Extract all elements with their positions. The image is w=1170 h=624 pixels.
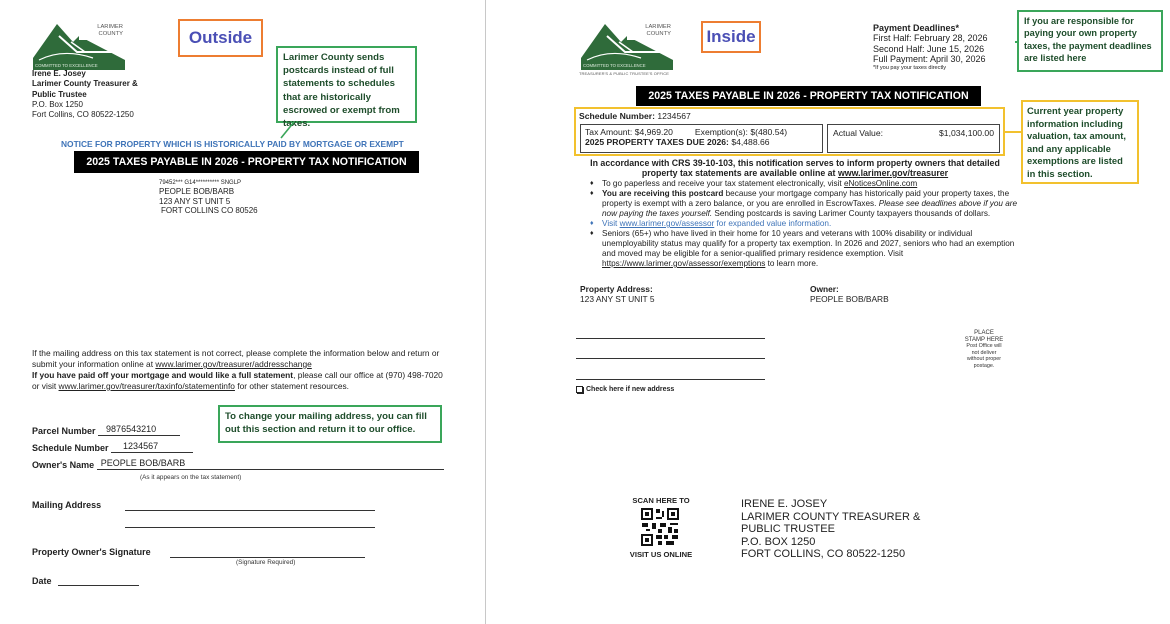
assessor-link[interactable]: www.larimer.gov/assessor bbox=[619, 219, 715, 228]
parcel-number-row bbox=[32, 424, 180, 436]
callout-change-address: To change your mailing address, you can fill out this section and return it to our office. bbox=[218, 405, 442, 443]
stamp-placeholder: PLACE STAMP HERE Post Office will not deliver without proper postage. bbox=[964, 330, 1004, 369]
owner-value: PEOPLE BOB/BARB bbox=[810, 293, 889, 304]
mailing-address-line2[interactable] bbox=[125, 527, 375, 528]
new-address-line1[interactable] bbox=[576, 338, 765, 339]
logo-banner: COMMITTED TO EXCELLENCE bbox=[583, 63, 646, 68]
logo-banner: COMMITTED TO EXCELLENCE bbox=[35, 63, 98, 68]
actual-value-box bbox=[827, 124, 1000, 153]
deadline-full-payment: Full Payment: April 30, 2026 bbox=[873, 54, 986, 65]
logo-line2: COUNTY bbox=[646, 30, 671, 37]
tax-notification-banner-inside: 2025 TAXES PAYABLE IN 2026 - PROPERTY TAX NOTIFICATION bbox=[636, 86, 981, 106]
payment-deadlines bbox=[873, 23, 988, 72]
schedule-number-row bbox=[32, 441, 193, 453]
owner-name-note: (As it appears on the tax statement) bbox=[140, 474, 242, 481]
tax-amount-box bbox=[580, 124, 823, 153]
signature-line[interactable] bbox=[170, 557, 365, 558]
signature-note: (Signature Required) bbox=[236, 559, 296, 566]
notice-historically-paid: NOTICE FOR PROPERTY WHICH IS HISTORICALLY PAID BY MORTGAGE OR EXEMPT bbox=[61, 139, 404, 149]
qr-label-top: SCAN HERE TO bbox=[632, 496, 690, 505]
tax-notification-banner: 2025 TAXES PAYABLE IN 2026 - PROPERTY TAX NOTIFICATION bbox=[74, 151, 419, 173]
qr-label-bottom: VISIT US ONLINE bbox=[629, 550, 693, 559]
new-address-checkbox-label: Check here if new address bbox=[586, 386, 675, 393]
exemptions-link[interactable]: https://www.larimer.gov/assessor/exemptions bbox=[602, 259, 766, 268]
property-address-block bbox=[580, 285, 654, 304]
larimer-logo-inside bbox=[581, 22, 673, 75]
sender-title2: Public Trustee bbox=[32, 89, 87, 99]
mailing-address-line1[interactable] bbox=[125, 510, 375, 511]
tax-amount-value: $4,969.20 bbox=[634, 127, 673, 137]
info-bullets bbox=[590, 179, 1020, 269]
address-change-link[interactable]: www.larimer.gov/treasurer/addresschange bbox=[155, 359, 312, 369]
property-address-label: Property Address: bbox=[580, 284, 653, 294]
schedule-number-label: Schedule Number: bbox=[579, 111, 655, 121]
qr-code-icon[interactable] bbox=[640, 507, 680, 547]
logo-subtitle: TREASURER'S & PUBLIC TRUSTEE'S OFFICE bbox=[579, 71, 670, 76]
parcel-number-label: Parcel Number bbox=[32, 426, 96, 436]
schedule-number-field[interactable]: 1234567 bbox=[111, 441, 193, 453]
new-address-checkbox[interactable] bbox=[576, 386, 583, 393]
crs-notice: In accordance with CRS 39-10-103, this notification serves to inform property owners that detailed property tax statements are available online at www.larimer.gov/treasurer bbox=[590, 158, 1000, 178]
mail-street: 123 ANY ST UNIT 5 bbox=[159, 196, 231, 206]
property-address-value: 123 ANY ST UNIT 5 bbox=[580, 293, 655, 304]
bullet-postcard-reason: ♦ You are receiving this postcard because your mortgage company has historically paid your property taxes, the property is exempt with a zero balance, or you are enrolled in EscrowTaxes. Please see deadlines above if you are now paying the taxes yourself. Sending postcards is saving Larimer County taxpayers thousands of dollars. bbox=[590, 189, 1020, 219]
actual-value-label: Actual Value: bbox=[833, 128, 884, 138]
callout-deadlines: If you are responsible for paying your own property taxes, the payment deadlines are listed here bbox=[1017, 10, 1163, 72]
date-line[interactable] bbox=[58, 585, 139, 586]
sender-address bbox=[32, 69, 138, 120]
panel-divider bbox=[485, 0, 486, 624]
deadlines-footnote: *If you pay your taxes directly bbox=[873, 64, 947, 71]
deadline-first-half: First Half: February 28, 2026 bbox=[873, 33, 988, 44]
deadline-second-half: Second Half: June 15, 2026 bbox=[873, 43, 985, 54]
schedule-number-value: 1234567 bbox=[657, 111, 691, 121]
bullet-paperless: ♦ To go paperless and receive your tax statement electronically, visit eNoticesOnline.com bbox=[590, 179, 1020, 189]
callout-connector-yellow bbox=[1005, 131, 1021, 133]
outside-label: Outside bbox=[178, 19, 263, 57]
larimer-logo bbox=[33, 22, 125, 75]
deadlines-title: Payment Deadlines* bbox=[873, 23, 960, 33]
logo-line2: COUNTY bbox=[98, 30, 123, 37]
address-change-instructions: If the mailing address on this tax statement is not correct, please complete the information below and return or submit your information online at www.larimer.gov/treasurer/addresschange If you have paid off your mortgage and would like a full statement, please call our office at (970) 498-7020 or visit www.larimer.gov/treasurer/taxinfo/statementinfo for other statement resources. bbox=[32, 348, 443, 391]
return-address: IRENE E. JOSEY LARIMER COUNTY TREASURER & PUBLIC TRUSTEE P.O. BOX 1250 FORT COLLINS, CO 80522-1250 bbox=[741, 498, 921, 561]
sender-po-box: P.O. Box 1250 bbox=[32, 99, 83, 109]
bullet-assessor: ♦ Visit www.larimer.gov/assessor for expanded value information. bbox=[590, 219, 1020, 229]
mail-name: PEOPLE BOB/BARB bbox=[159, 187, 235, 196]
signature-label: Property Owner's Signature bbox=[32, 547, 151, 557]
sender-title1: Larimer County Treasurer & bbox=[32, 79, 138, 89]
taxes-due-value: $4,488.66 bbox=[731, 137, 770, 147]
owner-name-label: Owner's Name bbox=[32, 460, 95, 470]
new-address-line3[interactable] bbox=[576, 379, 765, 380]
actual-value-amount: $1,034,100.00 bbox=[939, 128, 994, 138]
statement-info-link[interactable]: www.larimer.gov/treasurer/taxinfo/statementinfo bbox=[58, 381, 235, 391]
owner-block bbox=[810, 285, 889, 304]
parcel-number-field[interactable]: 9876543210 bbox=[98, 424, 180, 436]
mail-city: FORT COLLINS CO 80526 bbox=[161, 206, 258, 216]
enotices-link[interactable]: eNoticesOnline.com bbox=[843, 179, 918, 188]
mailing-address-block bbox=[159, 180, 258, 216]
logo-line1: LARIMER bbox=[97, 24, 123, 30]
new-address-checkbox-row[interactable] bbox=[576, 386, 674, 393]
sender-name: Irene E. Josey bbox=[32, 69, 86, 78]
property-info-section bbox=[574, 107, 1005, 156]
new-address-line2[interactable] bbox=[576, 358, 765, 359]
mailing-address-label: Mailing Address bbox=[32, 500, 102, 510]
callout-pointer-icon bbox=[278, 121, 298, 139]
bullet-seniors-exemption: ♦ Seniors (65+) who have lived in their home for 10 years and veterans with 100% disability or individual unemployability status may qualify for a property tax exemption. In 2026 and 2027, seniors who had an exemption and moved may be eligible for a senior-qualified primary residence exemption. Visit https://www.larimer.gov/assessor/exemptions to learn more. bbox=[590, 229, 1020, 269]
date-label: Date bbox=[32, 576, 52, 586]
owner-label: Owner: bbox=[810, 284, 839, 294]
schedule-number-label: Schedule Number bbox=[32, 443, 109, 453]
sender-city: Fort Collins, CO 80522-1250 bbox=[32, 110, 134, 120]
exemptions-value: $(480.54) bbox=[750, 127, 788, 137]
owner-name-row bbox=[32, 458, 444, 470]
taxes-due-label: 2025 PROPERTY TAXES DUE 2026: bbox=[585, 137, 729, 147]
barcode-code: 79452*** G14********** SNGLP bbox=[159, 180, 242, 186]
inside-label: Inside bbox=[701, 21, 761, 53]
callout-property-info: Current year property information including valuation, tax amount, and any applicable exemptions are listed in this section. bbox=[1021, 100, 1139, 184]
schedule-number-row bbox=[576, 109, 1003, 123]
owner-name-field[interactable]: PEOPLE BOB/BARB bbox=[97, 458, 444, 470]
callout-postcards: Larimer County sends postcards instead of full statements to schedules that are historically escrowed or exempt from taxes. bbox=[276, 46, 417, 123]
tax-amount-label: Tax Amount: bbox=[585, 127, 633, 137]
exemptions-label: Exemption(s): bbox=[694, 127, 748, 137]
logo-line1: LARIMER bbox=[645, 24, 671, 30]
treasurer-link[interactable]: www.larimer.gov/treasurer bbox=[837, 168, 949, 178]
